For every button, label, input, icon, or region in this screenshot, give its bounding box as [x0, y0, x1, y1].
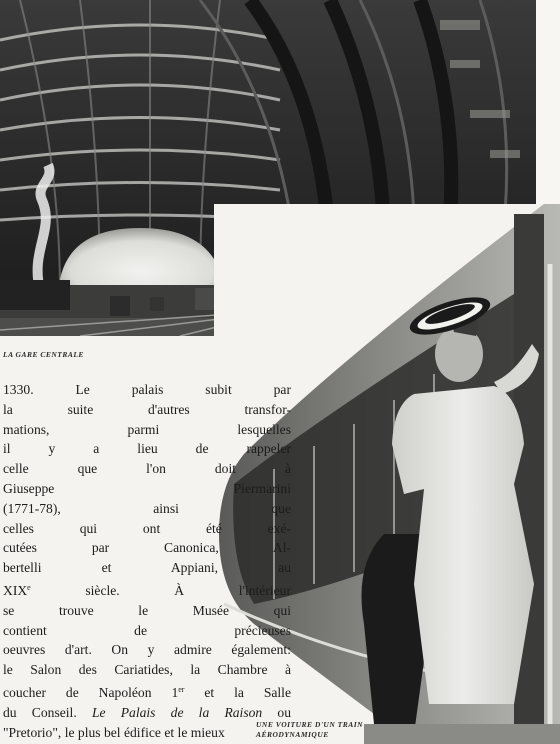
- body-line: 1330. Le palais subit par: [3, 382, 291, 397]
- station-caption: LA GARE CENTRALE: [3, 350, 84, 359]
- train-caption: [256, 720, 376, 740]
- body-line: (1771-78), ainsi que: [3, 500, 291, 516]
- body-line: mations, parmi lesquelles: [3, 421, 291, 437]
- train-caption-line: AÉRODYNAMIQUE: [256, 730, 329, 739]
- article-body: [3, 380, 291, 742]
- body-line: il y a lieu de rappeler: [3, 441, 291, 457]
- body-line-fragment: coucher de Napoléon: [3, 684, 152, 700]
- body-line-fragment: et la Salle: [204, 684, 291, 700]
- body-line: la suite d'autres transfor-: [3, 401, 291, 417]
- body-line-fragment: du Conseil.: [3, 704, 77, 720]
- body-line-napoleon: [3, 680, 291, 703]
- body-line: bertelli et Appiani, au: [3, 560, 291, 576]
- body-line: oeuvres d'art. On y admire également:: [3, 642, 291, 658]
- body-line: Giuseppe Piermarini: [3, 480, 291, 496]
- napoleon-numeral: 1: [171, 684, 179, 700]
- century-superscript: e: [27, 582, 31, 592]
- body-line-fragment: ou: [277, 704, 291, 720]
- body-line: contient de précieuses: [3, 622, 291, 638]
- body-line: cutées par Canonica, Al-: [3, 540, 291, 556]
- body-line-century: [3, 578, 291, 601]
- train-caption-line: UNE VOITURE D'UN TRAIN: [256, 720, 364, 729]
- body-line: se trouve le Musée qui: [3, 602, 291, 618]
- page-margin: [536, 0, 560, 204]
- napoleon-superscript: er: [178, 684, 185, 694]
- body-line: le Salon des Cariatides, la Chambre à: [3, 662, 291, 678]
- body-line-fragment: siècle. À l'intérieur: [85, 582, 291, 598]
- century-numeral: XIX: [3, 582, 28, 598]
- body-line-palais: [3, 703, 291, 723]
- body-line: celle que l'on doit à: [3, 461, 291, 477]
- body-line: "Pretorio", le plus bel édifice et le mieux: [3, 724, 225, 740]
- palais-title: Le Palais de la Raison: [91, 704, 263, 720]
- body-line: celles qui ont été exé-: [3, 520, 291, 536]
